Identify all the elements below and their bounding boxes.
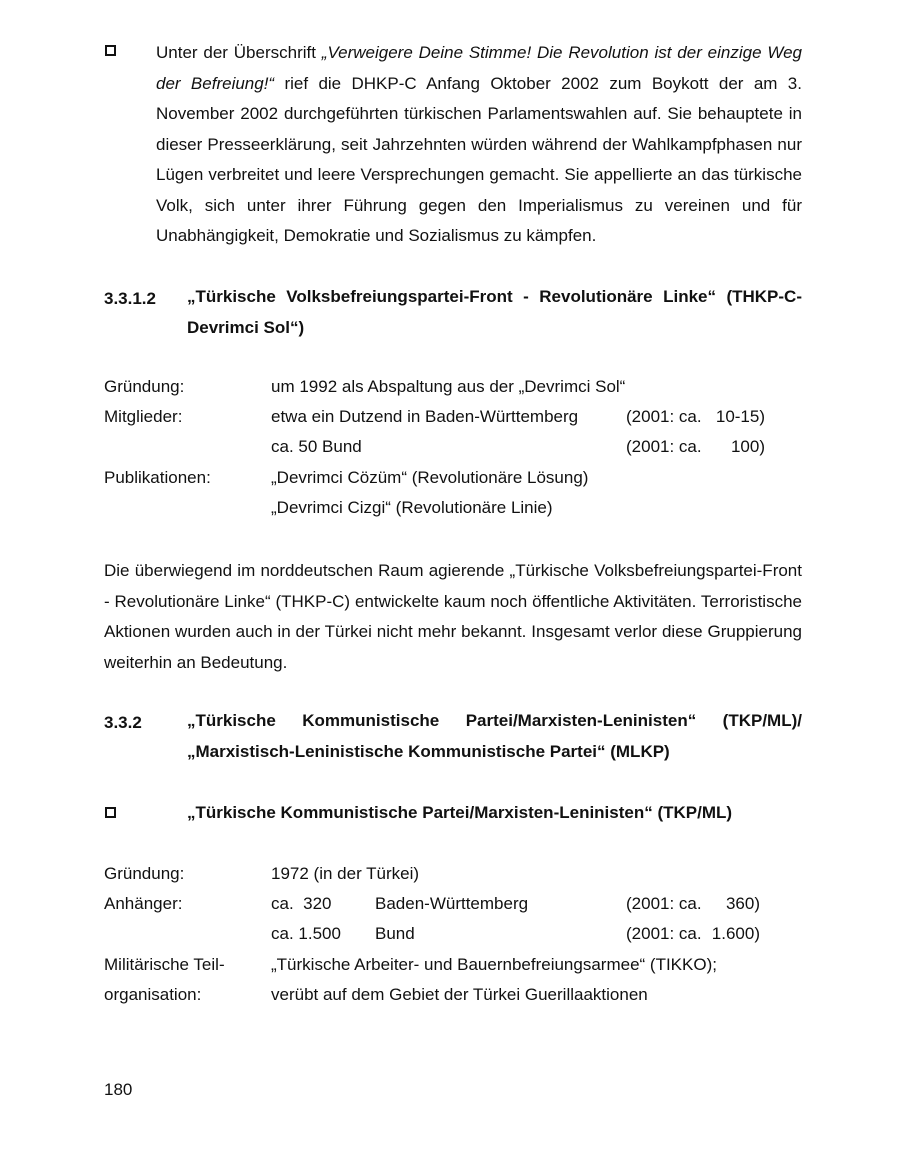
members-row-1-text: etwa ein Dutzend in Baden-Württemberg [271,407,579,426]
intro-rest: rief die DHKP-C Anfang Oktober 2002 zum Boykott der am 3. November 2002 durchgeführten türkischen Parlamentswahlen auf. Sie behauptete in dieser Presseerklärung, seit Jahrzehnten würden während der Wahlkampfphasen nur Lügen verbreitet und leere Versprechungen gemacht. Sie appellierte an das türkische Volk, sich unter ihrer Führung gegen den Imperialismus zu vereinen und für Unabhängigkeit, Demokratie und Sozialismus zu kämpfen. [156,73,802,245]
supporters-row-2-count: ca. 1.500 [271,924,341,943]
military-value-line-1: „Türkische Arbeiter- und Bauernbefreiungsarmee“ (TIKKO); [271,955,717,974]
checkbox-bullet-icon [105,45,116,56]
intro-paragraph [156,38,802,252]
founding-label: Gründung: [104,864,185,883]
founding-value: 1972 (in der Türkei) [271,864,420,883]
checkbox-bullet-icon [105,807,116,818]
supporters-label: Anhänger: [104,894,183,913]
publications-label: Publikationen: [104,468,211,487]
publication-item-1: „Devrimci Cözüm“ (Revolutionäre Lösung) [271,468,589,487]
supporters-row-1-prev-label: (2001: ca. [626,894,702,913]
section-number: 3.3.2 [104,713,142,732]
members-row-1-prev-value: 10-15) [715,407,765,426]
intro-lead: Unter der Überschrift [156,43,322,62]
supporters-row-2-prev-label: (2001: ca. [626,924,702,943]
military-value-line-2: verübt auf dem Gebiet der Türkei Guerillaaktionen [271,985,648,1004]
supporters-row-1-count: ca. 320 [271,894,332,913]
members-row-2-prev-label: (2001: ca. [626,437,702,456]
thkpc-paragraph: Die überwiegend im norddeutschen Raum agierende „Türkische Volksbefreiungspartei-Front - Revolutionäre Linke“ (THKP-C) entwickelte kaum noch öffentliche Aktivitäten. Terroristische Aktionen wurden auch in der Türkei nicht mehr bekannt. Insgesamt verlor diese Gruppierung weiterhin an Bedeutung. [104,561,802,672]
members-row-2-prev-value: 100) [730,437,765,456]
section-title: „Türkische Volksbefreiungspartei-Front - Revolutionäre Linke“ (THKP-C-Devrimci Sol“) [187,287,802,337]
intro-quote: „Verweigere Deine Stimme! Die Revolution ist der einzige Weg der Befreiung!“ [156,43,803,93]
page-number: 180 [104,1080,133,1099]
subsection-title: „Türkische Kommunistische Partei/Marxisten-Leninisten“ (TKP/ML) [187,803,733,822]
section-title-line-2: „Marxistisch-Leninistische Kommunistische Partei“ (MLKP) [187,742,670,761]
section-title-line-1: „Türkische Kommunistische Partei/Marxisten-Leninisten“ (TKP/ML)/ [187,711,802,730]
supporters-row-1-prev-value: 360) [725,894,760,913]
military-label-line-1: Militärische Teil- [104,955,225,974]
members-label: Mitglieder: [104,407,183,426]
founding-label: Gründung: [104,377,185,396]
supporters-row-1-region: Baden-Württemberg [375,894,529,913]
founding-value: um 1992 als Abspaltung aus der „Devrimci Sol“ [271,377,626,396]
military-label-line-2: organisation: [104,985,202,1004]
members-row-2-text: ca. 50 Bund [271,437,362,456]
supporters-row-2-region: Bund [375,924,415,943]
supporters-row-2-prev-value: 1.600) [711,924,760,943]
section-number: 3.3.1.2 [104,289,156,308]
publication-item-2: „Devrimci Cizgi“ (Revolutionäre Linie) [271,498,553,517]
members-row-1-prev-label: (2001: ca. [626,407,702,426]
